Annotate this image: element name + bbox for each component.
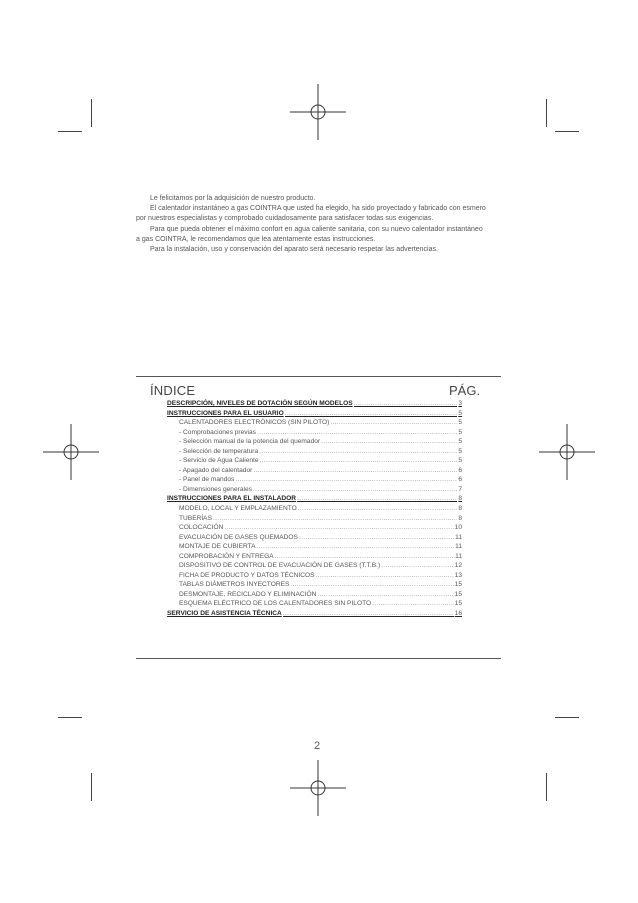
toc-leader [372, 600, 454, 607]
intro-paragraph-4: Para la instalación, uso y conservación del aparato será necesario respetar las advertencias. [150, 246, 438, 254]
crop-mark-top-left-h [58, 131, 82, 132]
toc-page: 8 [458, 495, 462, 503]
crop-mark-bottom-right-v [546, 773, 547, 801]
toc-entry[interactable] [167, 524, 462, 534]
toc-label: SERVICIO DE ASISTENCIA TÉCNICA [167, 610, 282, 618]
toc-label: - Apagado del calentador [179, 466, 253, 474]
toc-entry[interactable] [167, 543, 462, 553]
page-number: 2 [314, 740, 321, 752]
toc-entry[interactable] [167, 438, 462, 448]
toc-entry[interactable] [167, 534, 462, 544]
toc-leader [298, 505, 458, 512]
toc-leader [253, 467, 457, 474]
toc-label: DESCRIPCIÓN, NIVELES DE DOTACIÓN SEGÚN MODELOS [167, 400, 353, 407]
index-title: ÍNDICE [150, 383, 196, 398]
toc-label: - Servicio de Agua Caliente [179, 457, 259, 465]
toc-entry[interactable] [167, 515, 462, 525]
registration-mark-top-icon [290, 84, 346, 140]
crop-mark-top-right-v [546, 99, 547, 127]
toc-entry[interactable] [167, 419, 462, 429]
toc-entry[interactable] [167, 505, 462, 515]
intro-paragraph-2: El calentador instantáneo a gas COINTRA que usted ha elegido, ha sido proyectado y fabricado con esmero por nuestros especialistas y comprobado cuidadosamente para satisfacer todas sus exigencias. [136, 205, 486, 223]
toc-page: 15 [454, 600, 462, 608]
index-page-header: PÁG. [449, 383, 481, 398]
toc-page: 5 [458, 428, 462, 436]
index-top-rule [136, 376, 501, 377]
registration-mark-left-icon [43, 424, 99, 480]
toc-page: 5 [458, 447, 462, 455]
toc-leader [257, 429, 457, 436]
toc-page: 6 [458, 466, 462, 474]
toc-page: 13 [454, 571, 462, 579]
toc-entry[interactable] [167, 600, 462, 610]
toc-label: INSTRUCCIONES PARA EL INSTALADOR [167, 495, 297, 503]
toc-label: ESQUEMA ELÉCTRICO DE LOS CALENTADORES SIN PILOTO [179, 600, 372, 608]
toc-label: COLOCACIÓN [179, 524, 224, 532]
crop-mark-bottom-left-v [91, 773, 92, 801]
toc-leader [259, 448, 457, 455]
toc-leader [285, 410, 458, 417]
toc-entry[interactable] [167, 610, 462, 620]
registration-mark-bottom-icon [290, 760, 346, 816]
table-of-contents [167, 400, 462, 620]
toc-leader [321, 438, 457, 445]
toc-leader [275, 553, 454, 560]
crop-mark-bottom-right-h [555, 717, 579, 718]
intro-paragraph-3: Para que pueda obtener el máximo confort en agua caliente sanitaria, con su nuevo calentador instantáneo a gas COINTRA, le recomendamos que lea atentamente estas instrucciones. [136, 225, 483, 243]
toc-page: 8 [458, 514, 462, 522]
toc-page: 11 [455, 543, 462, 551]
index-bottom-rule [136, 658, 501, 659]
toc-leader [381, 562, 454, 569]
toc-leader [330, 419, 457, 426]
toc-page: 5 [458, 419, 462, 427]
toc-label: DISPOSITIVO DE CONTROL DE EVACUACIÓN DE GASES (T.T.B.) [179, 562, 381, 570]
toc-label: - Dimensiones generales [179, 485, 252, 493]
toc-entry[interactable] [167, 553, 462, 563]
toc-entry[interactable] [167, 581, 462, 591]
toc-entry[interactable] [167, 486, 462, 496]
toc-page: 16 [454, 610, 462, 618]
toc-page: 8 [458, 505, 462, 513]
toc-leader [299, 534, 454, 541]
toc-page: 5 [458, 438, 462, 446]
toc-label: CALENTADORES ELECTRÓNICOS (SIN PILOTO) [179, 419, 330, 427]
toc-label: - Comprobaciones previas [179, 428, 256, 436]
toc-entry[interactable] [167, 400, 462, 410]
toc-entry[interactable] [167, 410, 462, 420]
toc-page: 11 [455, 533, 462, 541]
toc-leader [290, 581, 453, 588]
toc-page: 12 [454, 562, 462, 570]
registration-mark-right-icon [539, 424, 595, 480]
toc-label: FICHA DE PRODUCTO Y DATOS TÉCNICOS [179, 571, 315, 579]
intro-paragraph-1: Le felicitamos por la adquisición de nuestro producto. [150, 195, 316, 202]
toc-entry[interactable] [167, 562, 462, 572]
toc-leader [260, 457, 458, 464]
toc-leader [354, 400, 458, 407]
toc-label: DESMONTAJE, RECICLADO Y ELIMINACIÓN [179, 590, 317, 598]
toc-page: 5 [458, 409, 462, 417]
toc-leader [224, 524, 453, 531]
toc-leader [257, 543, 455, 550]
toc-page: 7 [458, 485, 462, 493]
toc-entry[interactable] [167, 467, 462, 477]
toc-entry[interactable] [167, 495, 462, 505]
toc-page: 11 [455, 552, 462, 560]
toc-leader [297, 495, 457, 502]
toc-leader [253, 486, 457, 493]
toc-label: MONTAJE DE CUBIERTA [179, 543, 256, 551]
toc-label: - Selección manual de la potencia del quemador [179, 438, 321, 446]
toc-label: MODELO, LOCAL Y EMPLAZAMIENTO [179, 505, 297, 513]
toc-entry[interactable] [167, 457, 462, 467]
toc-leader [316, 572, 454, 579]
toc-page: 3 [458, 400, 462, 407]
toc-leader [235, 476, 457, 483]
toc-entry[interactable] [167, 429, 462, 439]
toc-leader [213, 515, 457, 522]
toc-page: 15 [454, 590, 462, 598]
toc-page: 5 [458, 457, 462, 465]
toc-page: 15 [454, 581, 462, 589]
crop-mark-top-right-h [555, 131, 579, 132]
intro-text [136, 194, 486, 255]
toc-label: TUBERÍAS [179, 514, 212, 522]
toc-page: 10 [454, 524, 462, 532]
toc-label: - Panel de mandos [179, 476, 235, 484]
toc-label: COMPROBACIÓN Y ENTREGA [179, 552, 274, 560]
toc-entry[interactable] [167, 572, 462, 582]
toc-leader [317, 591, 453, 598]
crop-mark-bottom-left-h [58, 717, 82, 718]
toc-label: - Selección de temperatura [179, 447, 259, 455]
toc-label: INSTRUCCIONES PARA EL USUARIO [167, 409, 284, 417]
toc-entry[interactable] [167, 476, 462, 486]
toc-label: EVACUACIÓN DE GASES QUEMADOS [179, 533, 298, 541]
toc-leader [283, 610, 454, 617]
toc-page: 6 [458, 476, 462, 484]
toc-label: TABLAS DIÁMETROS INYECTORES [179, 581, 290, 589]
toc-entry[interactable] [167, 448, 462, 458]
crop-mark-top-left-v [91, 99, 92, 127]
